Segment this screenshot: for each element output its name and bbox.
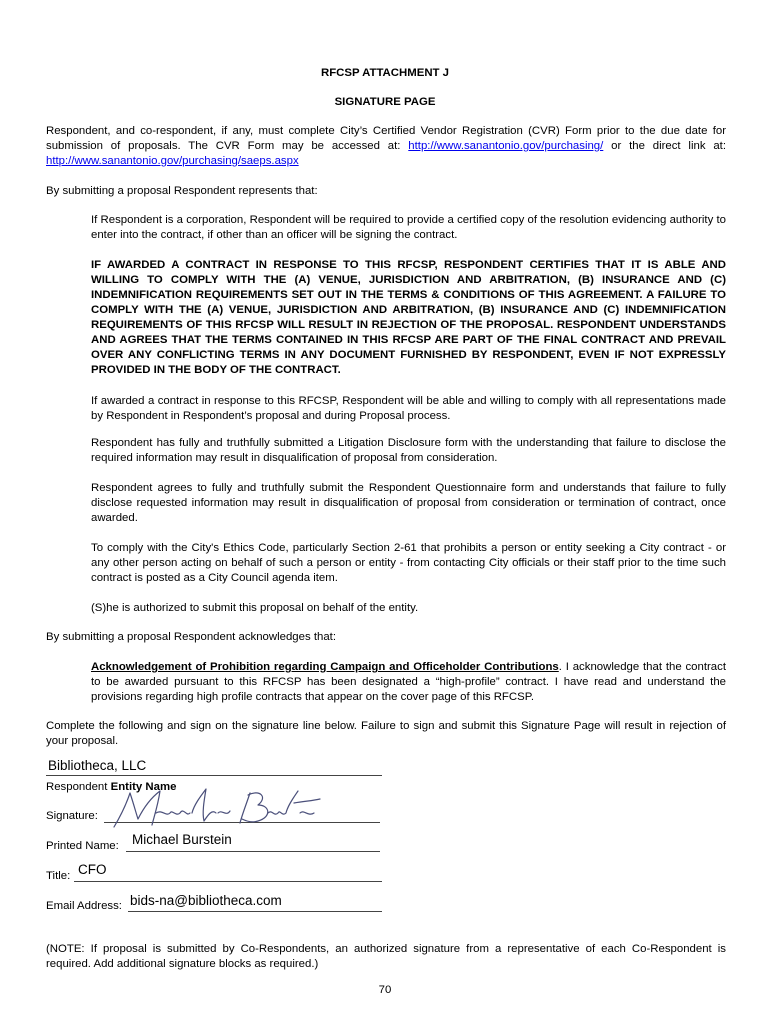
entity-name-line: [46, 775, 382, 776]
handwritten-signature[interactable]: [108, 783, 338, 833]
cvr-intro-text: Respondent, and co-respondent, if any, must complete City’s Certified Vendor Registration (CVR) Form prior to the due date for submission of proposals. The CVR Form may be accessed at:: [46, 125, 726, 152]
represent-certification-caps: IF AWARDED A CONTRACT IN RESPONSE TO THIS RFCSP, RESPONDENT CERTIFIES THAT IT IS ABLE AND WILLING TO COMPLY WITH THE (A) VENUE, JURISDICTION AND ARBITRATION, (B) INSURANCE AND (C) INDEMNIFICATION REQUIREMENTS SET OUT IN THE TERMS & CONDITIONS OF THIS AGREEMENT. A FAILURE TO COMPLY WITH THE (A) VENUE, JURISDICTION AND ARBITRATION, (B) INSURANCE AND (C) INDEMNIFICATION REQUIREMENTS OF THIS RFCSP WILL RESULT IN REJECTION OF THE PROPOSAL. RESPONDENT UNDERSTANDS AND AGREES THAT THE TERMS CONTAINED IN THIS RFCSP ARE PART OF THE FINAL CONTRACT AND PREVAIL OVER ANY CONFLICTING TERMS IN ANY DOCUMENT FURNISHED BY RESPONDENT, EVEN IF NOT EXPRESSLY PROVIDED IN THE BODY OF THE CONTRACT.: [91, 259, 726, 376]
acknowledgement-paragraph: [91, 660, 726, 705]
represent-questionnaire: Respondent agrees to fully and truthfully submit the Respondent Questionnaire form and understands that failure to fully disclose requested information may result in disqualification of proposal from consideration or termination of contract, once awarded.: [91, 482, 726, 524]
title-label: Title:: [46, 870, 71, 882]
represent-ethics-code: To comply with the City's Ethics Code, particularly Section 2-61 that prohibits a person or entity seeking a City contract - or any other person acting on behalf of such a person or entity - from contacting City officials or their staff prior to the time such contract is posted as a City Council agenda item.: [91, 542, 726, 584]
represent-compliance: If awarded a contract in response to this RFCSP, Respondent will be able and willing to comply with all representations made by Respondent in Respondent’s proposal and during Proposal process.: [91, 395, 726, 422]
represent-corporation: If Respondent is a corporation, Respondent will be required to provide a certified copy of the resolution evidencing authority to enter into the contract, if other than an officer will be signing the contract.: [91, 214, 726, 241]
email-label: Email Address:: [46, 900, 122, 912]
signature-page-heading: SIGNATURE PAGE: [334, 96, 436, 108]
email-line: [128, 911, 382, 912]
represent-authorized: (S)he is authorized to submit this proposal on behalf of the entity.: [91, 602, 419, 614]
page-number: 70: [378, 984, 392, 996]
attachment-heading: RFCSP ATTACHMENT J: [320, 67, 450, 79]
complete-instructions: Complete the following and sign on the signature line below. Failure to sign and submit this Signature Page will result in rejection of your proposal.: [46, 720, 726, 747]
printed-name-value[interactable]: Michael Burstein: [132, 832, 232, 847]
co-respondent-note: (NOTE: If proposal is submitted by Co-Respondents, an authorized signature from a representative of each Co-Respondent is required. Add additional signature blocks as required.): [46, 943, 726, 970]
saeps-link[interactable]: http://www.sanantonio.gov/purchasing/saeps.aspx: [46, 155, 299, 167]
represents-intro: By submitting a proposal Respondent represents that:: [46, 185, 318, 197]
signature-label: Signature:: [46, 810, 98, 822]
cvr-intro-text-2: or the direct link at:: [603, 140, 726, 152]
email-value[interactable]: bids-na@bibliotheca.com: [130, 893, 282, 908]
entity-name-value[interactable]: Bibliotheca, LLC: [48, 758, 147, 773]
represent-litigation: Respondent has fully and truthfully submitted a Litigation Disclosure form with the understanding that failure to disclose the required information may result in disqualification of proposal from consideration.: [91, 437, 726, 464]
entity-label-bold: Entity Name: [110, 781, 177, 793]
printed-name-label: Printed Name:: [46, 840, 119, 852]
acknowledgement-text: . I acknowledge that the contract to be awarded pursuant to this RFCSP has been designated a “high-profile” contract. I have read and understand the provisions regarding high profile contracts that appear on the cover page of this RFCSP.: [91, 661, 726, 703]
title-line: [74, 881, 382, 882]
cvr-intro-paragraph: [46, 124, 726, 169]
acknowledges-intro: By submitting a proposal Respondent acknowledges that:: [46, 631, 337, 643]
title-value[interactable]: CFO: [78, 862, 107, 877]
acknowledgement-title: Acknowledgement of Prohibition regarding Campaign and Officeholder Contributions: [91, 661, 559, 673]
printed-name-line: [126, 851, 380, 852]
entity-label-prefix: Respondent: [46, 781, 108, 793]
purchasing-link[interactable]: http://www.sanantonio.gov/purchasing/: [408, 140, 604, 152]
